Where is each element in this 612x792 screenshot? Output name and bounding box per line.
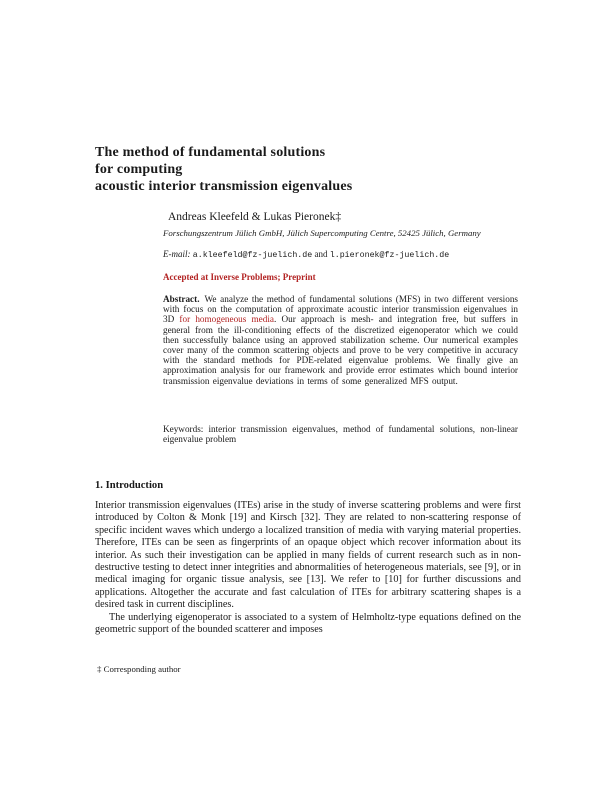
abstract-paragraph	[163, 294, 518, 386]
email-address-2: l.pieronek@fz-juelich.de	[329, 251, 450, 260]
author-affiliation: Forschungszentrum Jülich GmbH, Jülich Supercomputing Centre, 52425 Jülich, Germany	[163, 228, 481, 238]
abstract-red-text: for homogeneous media	[179, 314, 274, 325]
email-conjunction: and	[314, 249, 328, 259]
section-heading-introduction: 1. Introduction	[95, 480, 164, 491]
corresponding-author-footnote: ‡ Corresponding author	[97, 664, 181, 674]
introduction-paragraph-1: Interior transmission eigenvalues (ITEs) arise in the study of inverse scattering problems and were first introduced by Colton & Monk [19] and Kirsch [32]. They are related to non-scattering response of specific incident waves which undergo a localized transition of media with varying material properties. Therefore, ITEs can be seen as fingerprints of an opaque object which recover information about its interior. As such their investigation can be applied in many fields of current research such as in non-destructive testing to detect inner integrities and abnormalities of heterogeneous materials, see [9], or in medical imaging for organic tissue analysis, see [13]. We refer to [10] for further discussions and applications. Altogether the accurate and fast calculation of ITEs for arbitrary scattering shapes is a desired task in current disciplines.	[95, 500, 521, 611]
introduction-paragraph-2: The underlying eigenoperator is associated to a system of Helmholtz-type equations defined on the geometric support of the bounded scatterer and imposes	[95, 611, 521, 636]
paper-title-line-2: for computing	[95, 161, 183, 177]
email-label: E-mail:	[163, 249, 191, 259]
paper-title-line-3: acoustic interior transmission eigenvalues	[95, 178, 353, 194]
email-address-1: a.kleefeld@fz-juelich.de	[192, 251, 313, 260]
author-names: Andreas Kleefeld & Lukas Pieronek‡	[168, 211, 342, 223]
email-line	[163, 249, 523, 261]
introduction-body	[95, 500, 521, 636]
paper-title-line-1: The method of fundamental solutions	[95, 145, 326, 160]
keywords-line: Keywords: interior transmission eigenvalues, method of fundamental solutions, non-linear eigenvalue problem	[163, 424, 518, 445]
abstract-text-before: We analyze the method of fundamental solutions (MFS) in two different versions with focus on the computation of approximate acoustic interior transmission eigenvalues in 3D	[163, 294, 518, 325]
paper-title	[95, 145, 535, 195]
acceptance-notice: Accepted at Inverse Problems; Preprint	[163, 272, 316, 282]
abstract-text-after: . Our approach is mesh- and integration free, but suffers in general from the ill-conditioning effects of the discretized eigenoperator which we could then successfully balance using an approved stabilization scheme. Our numerical examples cover many of the common scattering objects and prove to be very competitive in accuracy with the standard methods for PDE-related eigenvalue problems. We finally give an approximation analysis for our framework and provide error estimates which bound interior transmission eigenvalue deviations in terms of some generalized MFS output.	[163, 314, 518, 386]
abstract-label: Abstract.	[163, 294, 200, 304]
